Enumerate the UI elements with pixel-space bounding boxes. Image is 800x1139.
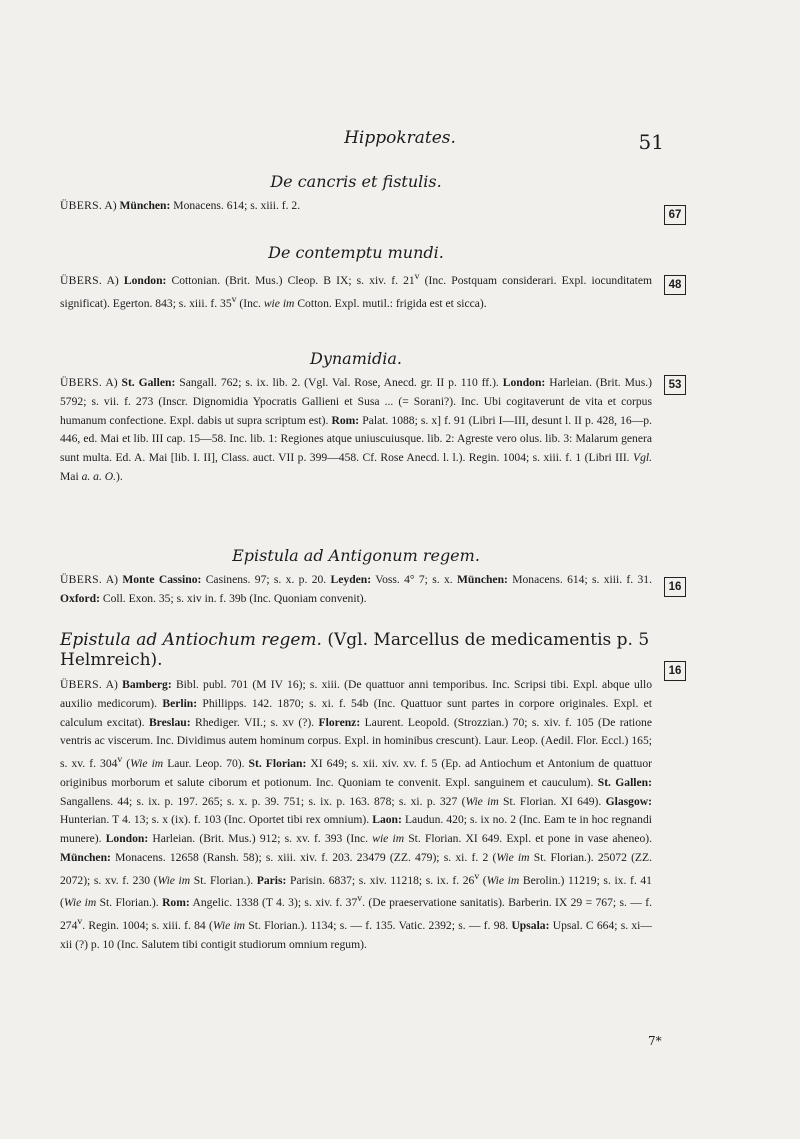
page-header [60, 128, 664, 158]
section-epistula-antiochum [60, 630, 652, 955]
catalog-number-badge: 16 [664, 661, 686, 681]
catalog-number-badge: 67 [664, 205, 686, 225]
section-title-note: (Vgl. Marcellus de medicamentis p. 5 Helmreich). [60, 630, 650, 670]
running-title: Hippokrates. [344, 128, 456, 148]
section-text: ÜBERS. A) St. Gallen: Sangall. 762; s. ix. lib. 2. (Vgl. Val. Rose, Anecd. gr. II p. 110 ff.). London: Harleian. (Brit. Mus.) 5792; s. vii. f. 273 (Inscr. Dignomidia Ypocratis Gallieni et Susa ... (= Sorani?). Inc. Ubi cogitaverunt de vita et corpus humanum confectione. Expl. dabis ut supra scriptum est). Rom: Palat. 1088; s. x] f. 91 (Libri I—III, desunt l. II p. 428, 16—p. 446, ed. Mai et lib. III cap. 15—58. Inc. lib. 1: Regiones atque uniuscuiusque. lib. 2: Agreste vero olus. lib. 3: Malarum genera sunt multa. Ed. A. Mai [lib. I. II], Class. auct. VII p. 399—458. Cf. Rose Anecd. l. l.). Regin. 1004; s. xiii. f. 1 (Libri III. Vgl. Mai a. a. O.). [60, 376, 652, 483]
catalog-number-badge: 53 [664, 375, 686, 395]
section-de-contemptu [60, 243, 652, 313]
section-title: Dynamidia. [310, 349, 402, 368]
section-text: ÜBERS. A) London: Cottonian. (Brit. Mus.) Cleop. B IX; s. xiv. f. 21$^v$ (Inc. Postquam considerari. Expl. iocunditatem significat). Egerton. 843; s. xiii. f. 35$^v$ (Inc. wie im Cotton. Expl. mutil.: frigida est et sicca). [60, 271, 653, 310]
section-de-cancris [60, 172, 652, 216]
section-epistula-antigonum [60, 546, 652, 609]
signature-mark: 7* [648, 1034, 662, 1048]
section-text: ÜBERS. A) Bamberg: Bibl. publ. 701 (M IV 16); s. xiii. (De quattuor anni temporibus. Inc. Scripsi tibi. Expl. abque ullo auxilio medicorum). Berlin: Phillipps. 142. 1870; s. xi. f. 54b (Inc. Quattuor sunt partes in corpore originales. Expl. et calculum excitat). Breslau: Rhediger. VII.; s. xv (?). Florenz: Laurent. Leopold. (Strozzian.) 70; s. xiv. f. 105 (De ratione ventris ac viscerum. Inc. Dividimus autem hominum corpus. Expl. in hominibus crescunt). Laur. Leop. (Aedil. Flor. Eccl.) 165; s. xv. f. 304$^v$ (Wie im Laur. Leop. 70). St. Florian: XI 649; s. xii. xiv. xv. f. 5 (Ep. ad Antiochum et Antonium de quattuor originibus morborum et salute ciborum et potionum. Inc. Quoniam te convenit. Expl. sanguinem et cauculum). St. Gallen: Sangallens. 44; s. ix. p. 197. 265; s. x. p. 39. 751; s. ix. p. 163. 878; s. xi. p. 327 (Wie im St. Florian. XI 649). Glasgow: Hunterian. T 4. 13; s. x (ix). f. 103 (Inc. Oportet tibi rex omnium). Laon: Laudun. 420; s. ix no. 2 (Inc. Eam te in hoc regnandi munere). London: Harleian. (Brit. Mus.) 912; s. xv. f. 393 (Inc. wie im St. Florian. XI 649. Expl. et pone in vase aheneo). München: Monacens. 12658 (Ransh. 58); s. xiii. xiv. f. 203. 23479 (ZZ. 479); s. xi. f. 2 (Wie im St. Florian.). 25072 (ZZ. 2072); s. xv. f. 230 (Wie im St. Florian.). Paris: Parisin. 6837; s. xiv. 11218; s. ix. f. 26$^v$ (Wie im Berolin.) 11219; s. ix. f. 41 (Wie im St. Florian.). Rom: Angelic. 1338 (T 4. 3); s. xiv. f. 37$^v$. (De praeservatione sanitatis). Barberin. IX 29 = 767; s. — f. 274$^v$. Regin. 1004; s. xiii. f. 84 (Wie im St. Florian.). 1134; s. — f. 135. Vatic. 2392; s. — f. 98. Upsala: Upsal. C 664; s. xi—xii (?) p. 10 (Inc. Salutem tibi contigit studiorum omnium regum). [60, 678, 653, 951]
section-text: ÜBERS. A) Monte Cassino: Casinens. 97; s. x. p. 20. Leyden: Voss. 4° 7; s. x. München: Monacens. 614; s. xiii. f. 31. Oxford: Coll. Exon. 35; s. xiv in. f. 39b (Inc. Quoniam convenit). [60, 573, 652, 605]
section-title-italic: Epistula ad Antiochum regem. [60, 630, 322, 650]
section-title: De cancris et fistulis. [270, 172, 442, 191]
catalog-number-badge: 16 [664, 577, 686, 597]
section-title: Epistula ad Antigonum regem. [232, 546, 480, 565]
catalog-number-badge: 48 [664, 275, 686, 295]
section-dynamidia [60, 349, 652, 487]
page-number: 51 [638, 130, 664, 154]
section-title [60, 630, 652, 670]
section-text: ÜBERS. A) München: Monacens. 614; s. xiii. f. 2. [60, 199, 301, 212]
section-title: De contemptu mundi. [268, 243, 444, 262]
